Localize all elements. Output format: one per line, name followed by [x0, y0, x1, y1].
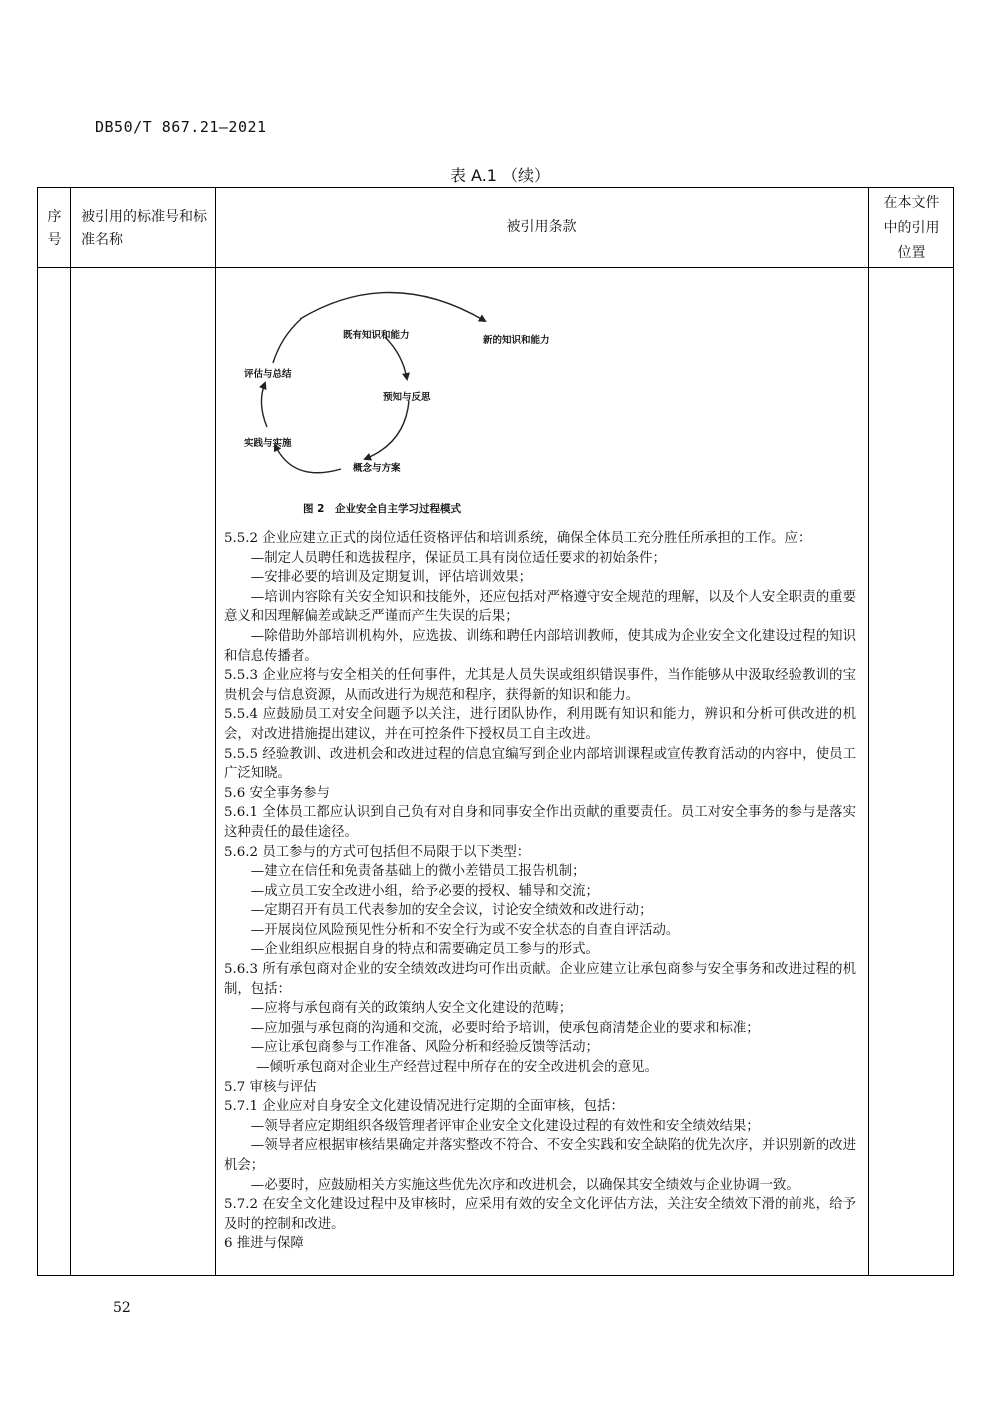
clause-paragraph: 5.5.4 应鼓励员工对安全问题予以关注，进行团队协作，利用既有知识和能力，辨识和分析可供改进的机会，对改进措施提出建议，并在可控条件下授权员工自主改进。 — [224, 707, 856, 742]
document-code: DB50/T 867.21—2021 — [95, 118, 267, 136]
clause-list-item: —除借助外部培训机构外，应选拔、训练和聘任内部培训教师，使其成为企业安全文化建设过程的知识和信息传播者。 — [224, 628, 856, 664]
clause-paragraph: 5.5.3 企业应将与安全相关的任何事件，尤其是人员失误或组织错误事件，当作能够从中汲取经验教训的宝贵机会与信息资源，从而改进行为规范和程序，获得新的知识和能力。 — [224, 668, 856, 703]
clause-list-item: —领导者应根据审核结果确定并落实整改不符合、不安全实践和安全缺陷的优先次序，并识别新的改进机会； — [224, 1138, 856, 1173]
page-number: 52 — [113, 1300, 131, 1316]
cycle-diagram — [215, 275, 515, 515]
clause-list-item: —企业组织应根据自身的特点和需要确定员工参与的形式。 — [250, 942, 599, 958]
header-position — [868, 191, 955, 266]
clause-list-item: —应让承包商参与工作准备、风险分析和经验反馈等活动； — [250, 1040, 599, 1056]
arrow-to-concept — [365, 401, 409, 459]
arrow-to-foresee — [385, 337, 407, 379]
arrow-to-practice — [275, 445, 341, 473]
clause-list-item: —开展岗位风险预见性分析和不安全行为或不安全状态的自查自评活动。 — [250, 922, 680, 938]
arrow-to-existing — [273, 319, 301, 363]
table-caption: 表 A.1 （续） — [449, 166, 551, 185]
clause-list-item: —培训内容除有关安全知识和技能外，还应包括对严格遵守安全规范的理解，以及个人安全职责的重要意义和因理解偏差或缺乏严谨而产生失误的后果； — [224, 589, 856, 625]
clause-paragraph: 5.6.1 全体员工都应认识到自己负有对自身和同事安全作出贡献的重要责任。员工对安全事务的参与是落实这种责任的最佳途径。 — [224, 805, 856, 840]
header-divider — [38, 267, 953, 268]
arrow-to-evaluate — [261, 383, 267, 427]
header-position-text: 在本文件中的引用位置 — [883, 195, 940, 261]
clause-paragraph: 5.7 审核与评估 — [224, 1079, 317, 1095]
clause-list-item: —建立在信任和免责备基础上的微小差错员工报告机制； — [250, 864, 586, 880]
label-existing-knowledge: 既有知识和能力 — [343, 330, 410, 341]
clause-paragraph: 5.6.2 员工参与的方式可包括但不局限于以下类型： — [224, 844, 531, 860]
clause-list-item: —领导者应定期组织各级管理者评审企业安全文化建设过程的有效性和安全绩效结果； — [250, 1118, 760, 1134]
label-evaluate: 评估与总结 — [244, 369, 292, 380]
label-foresee: 预知与反思 — [383, 392, 431, 403]
learning-process-figure — [215, 275, 550, 520]
header-clause: 被引用条款 — [506, 219, 577, 235]
header-standard — [81, 206, 221, 252]
clause-list-item: —必要时，应鼓励相关方实施这些优先次序和改进机会，以确保其安全绩效与企业协调一致。 — [250, 1177, 800, 1193]
clause-paragraph: 5.7.2 在安全文化建设过程中及审核时，应采用有效的安全文化评估方法，关注安全绩效下滑的前兆，给予及时的控制和改进。 — [224, 1197, 856, 1232]
label-concept: 概念与方案 — [353, 463, 401, 474]
clause-list-item: —定期召开有员工代表参加的安全会议，讨论安全绩效和改进行动； — [250, 903, 653, 919]
clause-list-item: —成立员工安全改进小组，给予必要的授权、辅导和交流； — [250, 883, 599, 899]
clause-paragraph: 5.6.3 所有承包商对企业的安全绩效改进均可作出贡献。企业应建立让承包商参与安全事务和改进过程的机制，包括： — [224, 962, 856, 997]
header-seq — [38, 206, 71, 252]
column-divider — [70, 188, 71, 1275]
arrow-to-new-knowledge — [300, 292, 485, 321]
label-new-knowledge: 新的知识和能力 — [483, 335, 550, 346]
label-practice: 实践与实施 — [244, 438, 292, 449]
figure-caption: 图 2 企业安全自主学习过程模式 — [303, 503, 461, 515]
clause-paragraph: 6 推进与保障 — [224, 1236, 304, 1252]
header-standard-text: 被引用的标准号和标准名称 — [81, 209, 207, 248]
clause-paragraph: 5.5.2 企业应建立正式的岗位适任资格评估和培训系统，确保全体员工充分胜任所承担的工作。应： — [224, 531, 812, 546]
clause-list-item: —倾听承包商对企业生产经营过程中所存在的安全改进机会的意见。 — [256, 1060, 658, 1076]
clause-text — [224, 529, 856, 1254]
header-seq-text: 序号 — [47, 209, 62, 248]
column-divider — [868, 188, 869, 1275]
clause-paragraph: 5.6 安全事务参与 — [224, 785, 330, 801]
clause-list-item: —制定人员聘任和选拔程序，保证员工具有岗位适任要求的初始条件； — [250, 550, 666, 566]
clause-list-item: —应将与承包商有关的政策纳人安全文化建设的范畴； — [250, 1001, 573, 1017]
clause-paragraph: 5.7.1 企业应对自身安全文化建设情况进行定期的全面审核，包括： — [224, 1099, 624, 1115]
clause-list-item: —安排必要的培训及定期复训，评估培训效果； — [250, 570, 532, 586]
clause-list-item: —应加强与承包商的沟通和交流，必要时给予培训，使承包商清楚企业的要求和标准； — [250, 1020, 760, 1036]
clause-paragraph: 5.5.5 经验教训、改进机会和改进过程的信息宜编写到企业内部培训课程或宣传教育活动的内容中，使员工广泛知晓。 — [224, 746, 856, 782]
